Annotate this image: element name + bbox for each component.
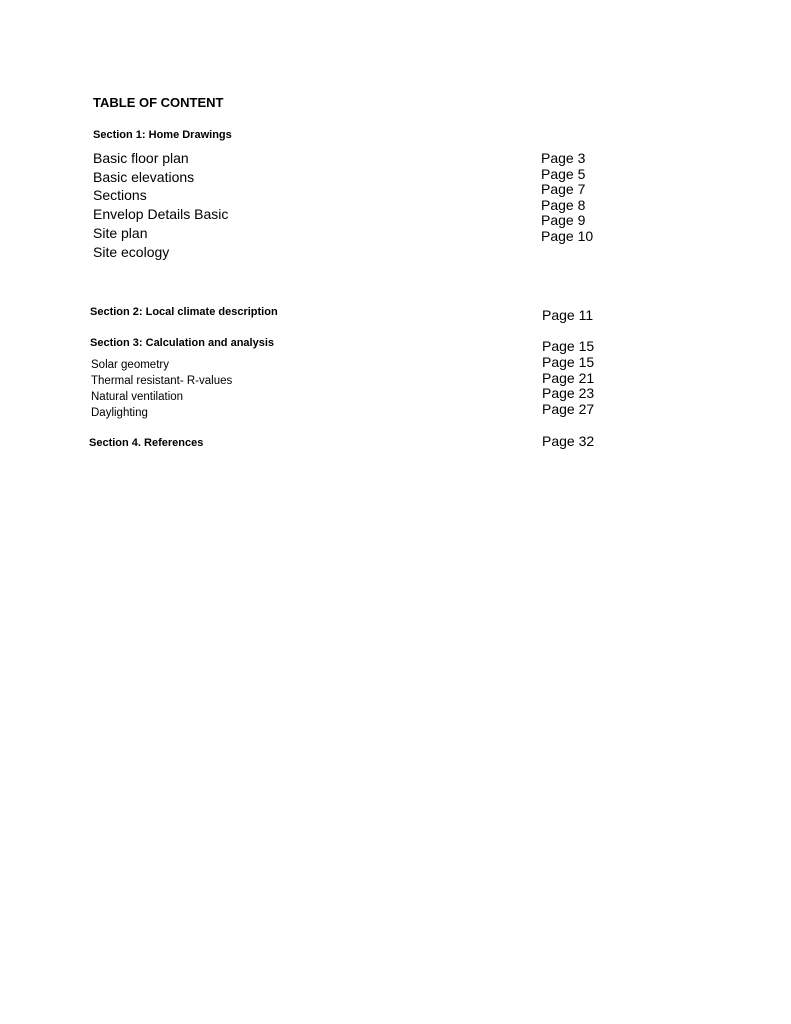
page-number: Page 10: [541, 228, 594, 244]
page-number: Page 27: [542, 401, 595, 417]
section-4-heading: Section 4. References: [89, 437, 204, 449]
page-number: Page 7: [541, 181, 586, 197]
page-number: Page 5: [541, 166, 586, 182]
section-3-heading: Section 3: Calculation and analysis: [90, 337, 274, 349]
toc-item: Sections: [93, 187, 147, 203]
toc-title: TABLE OF CONTENT: [93, 95, 224, 110]
toc-item: Site plan: [93, 225, 148, 241]
page-number: Page 15: [542, 354, 595, 370]
toc-item: Daylighting: [91, 407, 148, 419]
section-1-heading: Section 1: Home Drawings: [93, 129, 232, 141]
page-number: Page 9: [541, 212, 586, 228]
page-number: Page 32: [542, 433, 595, 449]
page-number: Page 3: [541, 150, 586, 166]
page-number: Page 11: [542, 307, 594, 323]
page-number: Page 23: [542, 385, 595, 401]
toc-item: Solar geometry: [91, 359, 169, 371]
page-number: Page 8: [541, 197, 586, 213]
toc-item: Site ecology: [93, 244, 170, 260]
toc-item: Natural ventilation: [91, 391, 184, 403]
toc-item: Thermal resistant- R-values: [91, 375, 233, 387]
page-number: Page 15: [542, 338, 595, 354]
toc-item: Envelop Details Basic: [93, 206, 229, 222]
toc-item: Basic floor plan: [93, 150, 189, 166]
section-2-heading: Section 2: Local climate description: [90, 306, 278, 318]
toc-item: Basic elevations: [93, 169, 195, 185]
page-number: Page 21: [542, 370, 595, 386]
